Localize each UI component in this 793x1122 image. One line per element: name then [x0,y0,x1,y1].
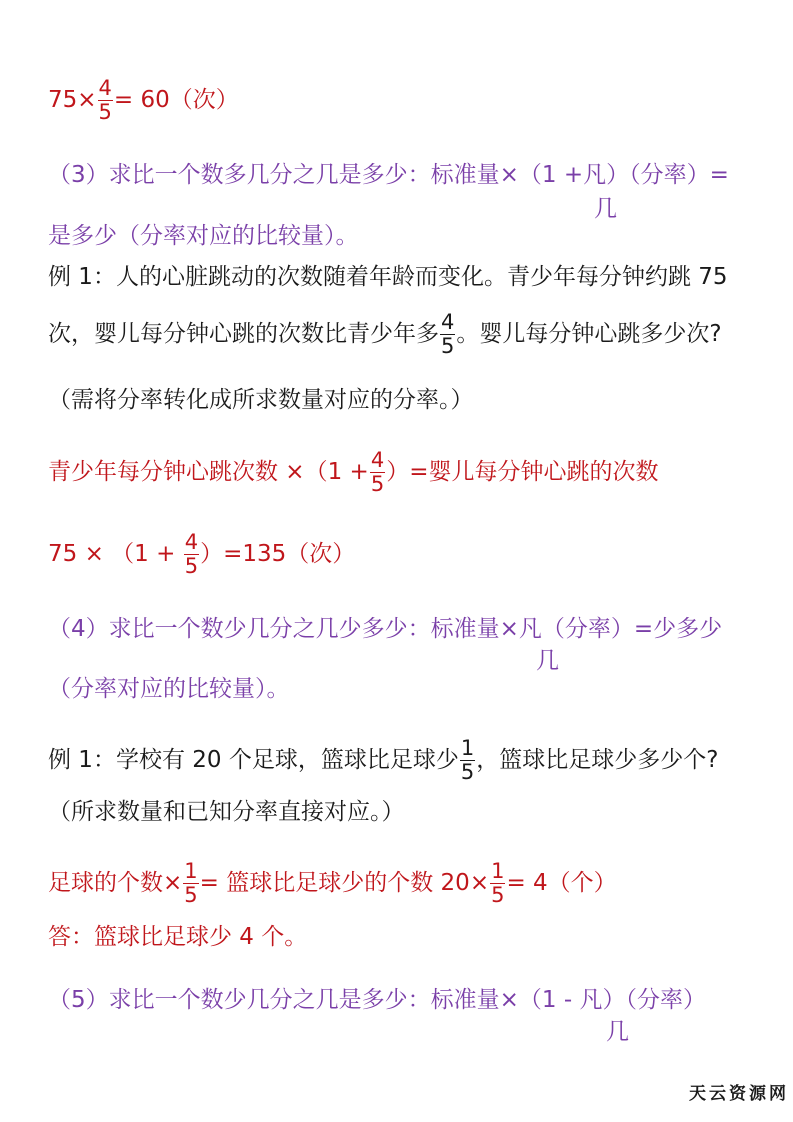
example-1-note: （需将分率转化成所求数量对应的分率。） [48,387,474,413]
example-2-note: （所求数量和已知分率直接对应。） [48,799,405,825]
example-1-calc: 75 × （1 + $\frac{4}{5}$ ）=135（次） [48,530,356,578]
section-4-heading: （4）求比一个数少几分之几少多少：标准量×凡（分率）=少多少 [48,616,723,642]
example-2-text: 例 1：学校有 20 个足球，篮球比足球少 $\frac{1}{5}$ ，篮球比足球少多少个? [48,736,719,784]
fraction: $\frac{4}{5}$ [370,448,385,496]
section-3-heading-cont: 是多少（分率对应的比较量）。 [48,223,359,249]
example-1-text: 例 1：人的心脏跳动的次数随着年龄而变化。青少年每分钟约跳 75 [48,264,728,290]
fraction: $\frac{4}{5}$ [441,310,455,358]
fraction: $\frac{4}{5}$ [98,76,112,124]
section-5-sub-char: 几 [606,1019,629,1045]
fraction: $\frac{1}{5}$ [184,859,198,907]
section-4-sub-char: 几 [536,648,559,674]
fraction: $\frac{1}{5}$ [460,736,475,784]
example-1-text-cont: 次，婴儿每分钟心跳的次数比青少年多 $\frac{4}{5}$ 。婴儿每分钟心跳多少次? [48,310,722,358]
section-3-heading: （3）求比一个数多几分之几是多少：标准量×（1 +凡）（分率）= [48,162,729,188]
calc-line-1: 75× $\frac{4}{5}$ = 60（次） [48,76,239,124]
example-2-answer: 答：篮球比足球少 4 个。 [48,924,308,950]
example-2-formula: 足球的个数× $\frac{1}{5}$ = 篮球比足球少的个数 20× $\frac{1}{5}$ = 4（个） [48,859,617,907]
section-5-heading: （5）求比一个数少几分之几是多少：标准量×（1 - 凡）（分率） [48,987,706,1013]
section-4-heading-cont: （分率对应的比较量）。 [48,676,290,702]
section-3-sub-char: 几 [594,196,617,222]
fraction: $\frac{1}{5}$ [491,859,505,907]
fraction: $\frac{4}{5}$ [184,530,199,578]
watermark-logo: 天云资源网 [689,1084,789,1104]
example-1-formula: 青少年每分钟心跳次数 ×（1 + $\frac{4}{5}$ ）=婴儿每分钟心跳的次数 [48,448,659,496]
